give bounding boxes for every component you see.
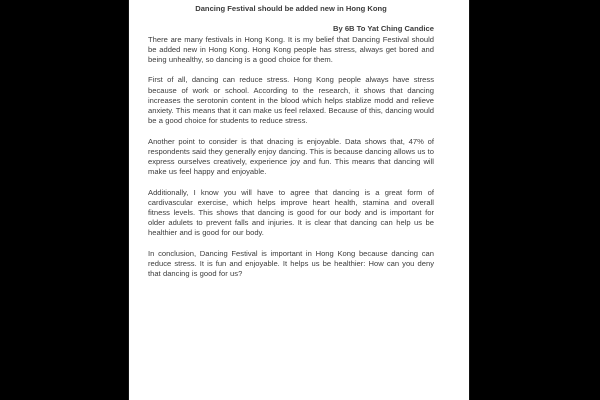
document-paragraph-intro: There are many festivals in Hong Kong. It is my belief that Dancing Festival should be added new in Hong Kong. Hong Kong people has stress, always get bored and being unhealthy, so dancing is a good choice for them.: [148, 34, 434, 64]
document-paragraph-body-3: Additionally, I know you will have to agree that dancing is a great form of cardivascular exercise, which helps improve heart health, stamina and overall fitness levels. This shows that dancing is good for our body and is important for older adulets to prevent falls and injuries. It is clear that dancing can help us be healthier and is good for our body.: [148, 187, 434, 238]
document-paragraph-body-1: First of all, dancing can reduce stress. Hong Kong people always have stress because of work or school. According to the research, it shows that dancing increases the serotonin content in the blood which helps stablize modd and relieve anxiety. This means that it can make us feel relaxed. Because of this, dancing would be a good choice for students to reduce stress.: [148, 75, 434, 126]
document-page: [129, 0, 469, 400]
document-title: Dancing Festival should be added new in Hong Kong: [195, 4, 387, 13]
document-paragraph-conclusion: In conclusion, Dancing Festival is important in Hong Kong because dancing can reduce stress. It is fun and enjoyable. It helps us be healthier: How can you deny that dancing is good for us?: [148, 248, 434, 279]
document-byline: By 6B To Yat Ching Candice: [333, 24, 434, 34]
document-paragraph-body-2: Another point to consider is that dnacing is enjoyable. Data shows that, 47% of respondents said they generally enjoy dancing. This is because dancing allows us to express ourselves creatively, experience joy and fun. This means that dancing will make us feel happy and enjoyable.: [148, 136, 434, 177]
